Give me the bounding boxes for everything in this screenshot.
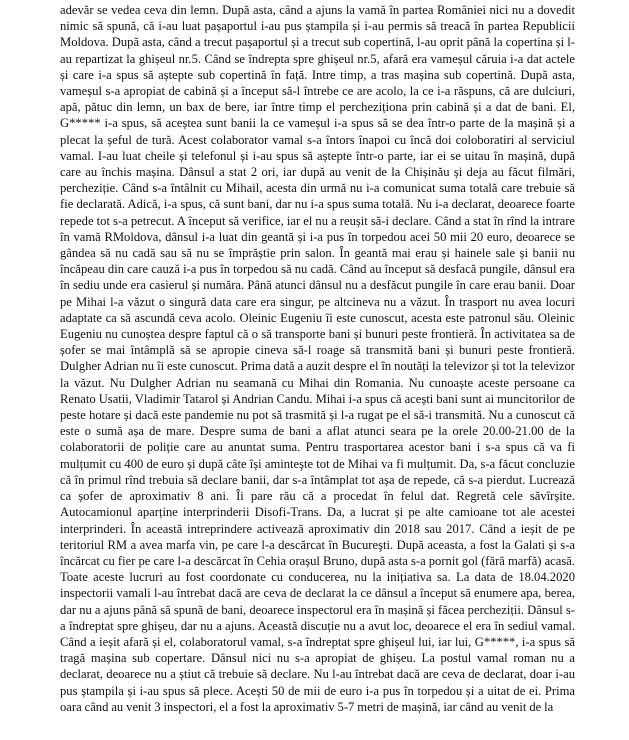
statement-text: adevăr se vedea ceva din lemn. După asta, când a ajuns la vamă în partea României nici nu a dovedit nimic să spună, că i-au luat pașaportul i-au pus ștampila și i-au permis să treacă în partea Republicii Moldova. După asta, când a trecut pașaportul și a trecut sub copertină, l-au oprit până la copertina și l-au repartizat la ghișeul nr.5. Când se îndrepta spre ghișeul nr.5, afară era vameșul căruia i-a dat actele și care i-a spus să aștepte sub copertină în față. Intre timp, a tras mașina sub copertină. După asta, vameșul s-a apropiat de cabină și a început să-l întrebe ce are acolo, la ce i-a răspuns, că are dulciuri, apă, pătuc din lemn, un bax de bere, iar între timp el percheziționa prin cabină și a dat de bani. El, G***** i-a spus, să aceștea sunt banii la ce vameșul i-a spus să se dea într-o parte de la mașină și a plecat la șeful de tură. Acest colaborator vamal s-a întors înapoi cu încă doi coloboratiri al serviciul vamal. I-au luat cheile și telefonul și i-au spus să aștepte într-o parte, iar ei se uitau în mașină, după care au închis mașina. Dânsul a stat 2 ori, iar după au venit de la Chișinău și deja au făcut filmări, percheziție. Când s-a întâlnit cu Mihail, acesta din urmă nu i-a comunicat suma totală care trebuie să fie declarată. Adică, i-a spus, că sunt bani, dar nu i-a spus suma totală. Nu i-a declarat, deoarece foarte repede tot s-a petrecut. A început să verifice, iar el nu a reușit să-i declare. Când a stat în rînd la intrare în vamă RMoldova, dânsul i-a luat din geantă și i-a pus în torpedou acei 50 mii 20 euro, deoarece se gândea să nu cadă sau să nu se împrăștie prin salon. În geantă mai erau și hainele sale și banii nu încăpeau din care cauză i-a pus în torpedou să nu cadă. Când au început să desfacă pungile, dânsul era în sediu unde era casierul și număra. Până atunci dânsul nu a desfăcut pungile în care erau banii. Doar pe Mihai l-a văzut o singură data care era singur, pe altcineva nu a văzut. În trasport nu avea locuri adaptate ca să ascundă ceva acolo. Oleinic Eugeniu îi este cunoscut, acesta este patronul său. Oleinic Eugeniu nu cunoștea despre faptul că o să transporte bani și bunuri peste frontieră. În activitatea sa de șofer se mai întâmplă să se apropie cineva să-l roage să transmită bani și bunuri peste frontieră. Dulgher Adrian nu îi este cunoscut. Prima dată a auzit despre el în noutăți la televizor și tot la televizor la văzut. Nu Dulgher Adrian nu seamană cu Mihai din Romania. Nu cunoaște aceste persoane ca Renato Usatii, Vladimir Tatarol și Andrian Candu. Mihai i-a spus că acești bani sunt ai muncitorilor de peste hotare și dacă este pandemie nu pot să trasmită și l-a rugat pe el să-i transmită. Nu a cunoscut că este o sumă așa de mare. Despre suma de bani a aflat atunci seara pe la orele 20.00-21.00 de la colaboratorii de poliție care au anuntat suma. Pentru trasportarea acestor bani i s-a spus că va fi mulțumit cu 400 de euro și după câte își aminteşte tot de Mihai va fi mulțumit. Da, s-a făcut concluzie că în primul rînd trebuia să declare banii, dar s-a întâmplat tot așa de repede, că s-a pierdut. Lucrează ca șofer de aproximativ 8 ani. Îi pare rău că a procedat în felul dat. Regretă cele săvîrșite. Autocamionul aparține interprinderii Disofi-Trans. Da, a lucrat și pe alte camioane tot ale acestei interprinderi. În această intreprindere activează aproximativ din 2018 sau 2017. Când a ieșit de pe teritoriul RM a avea marfa vin, pe care l-a descărcat în Bucureşti. După aceasta, a fost la Galati și s-a încărcat cu fier pe care l-a descărcat în Cehia orașul Bruno, după asta s-a pornit gol (fără marfă) acasă. Toate aceste lucruri au fost coordonate cu conducerea, nu la inițiativa sa. La data de 18.04.2020 inspectorii vamali l-au întrebat dacă are ceva de declarat la ce dânsul a început să enumere apa, berea, dar nu a ajuns până să spună de bani, deoarece inspectorul era în mașină și făcea percheziții. Dânsul s-a îndreptat spre ghișeu, dar nu a ajuns. Această discuție nu a avut loc, deoarece el era în sediul vamal. Când a ieșit afară și el, colaboratorul vamal, s-a îndreptat spre ghișeul lui, iar lui, G*****, i-a spus să tragă mașina sub copertare. Dânsul nici nu s-a apropiat de ghișeu. La postul vamal roman nu a declarat, deoarece nu a știut că trebuie să declare. Nu l-au întrebat dacă are ceva de declarat, doar i-au pus ștampila și i-au spus să plece. Acești 50 de mii de euro i-a pus în torpedou și a uitat de ei. Prima oara când au venit 3 inspectori, el a fost la aproximativ 5-7 metri de mașină, iar când au venit de la: [60, 3, 575, 714]
